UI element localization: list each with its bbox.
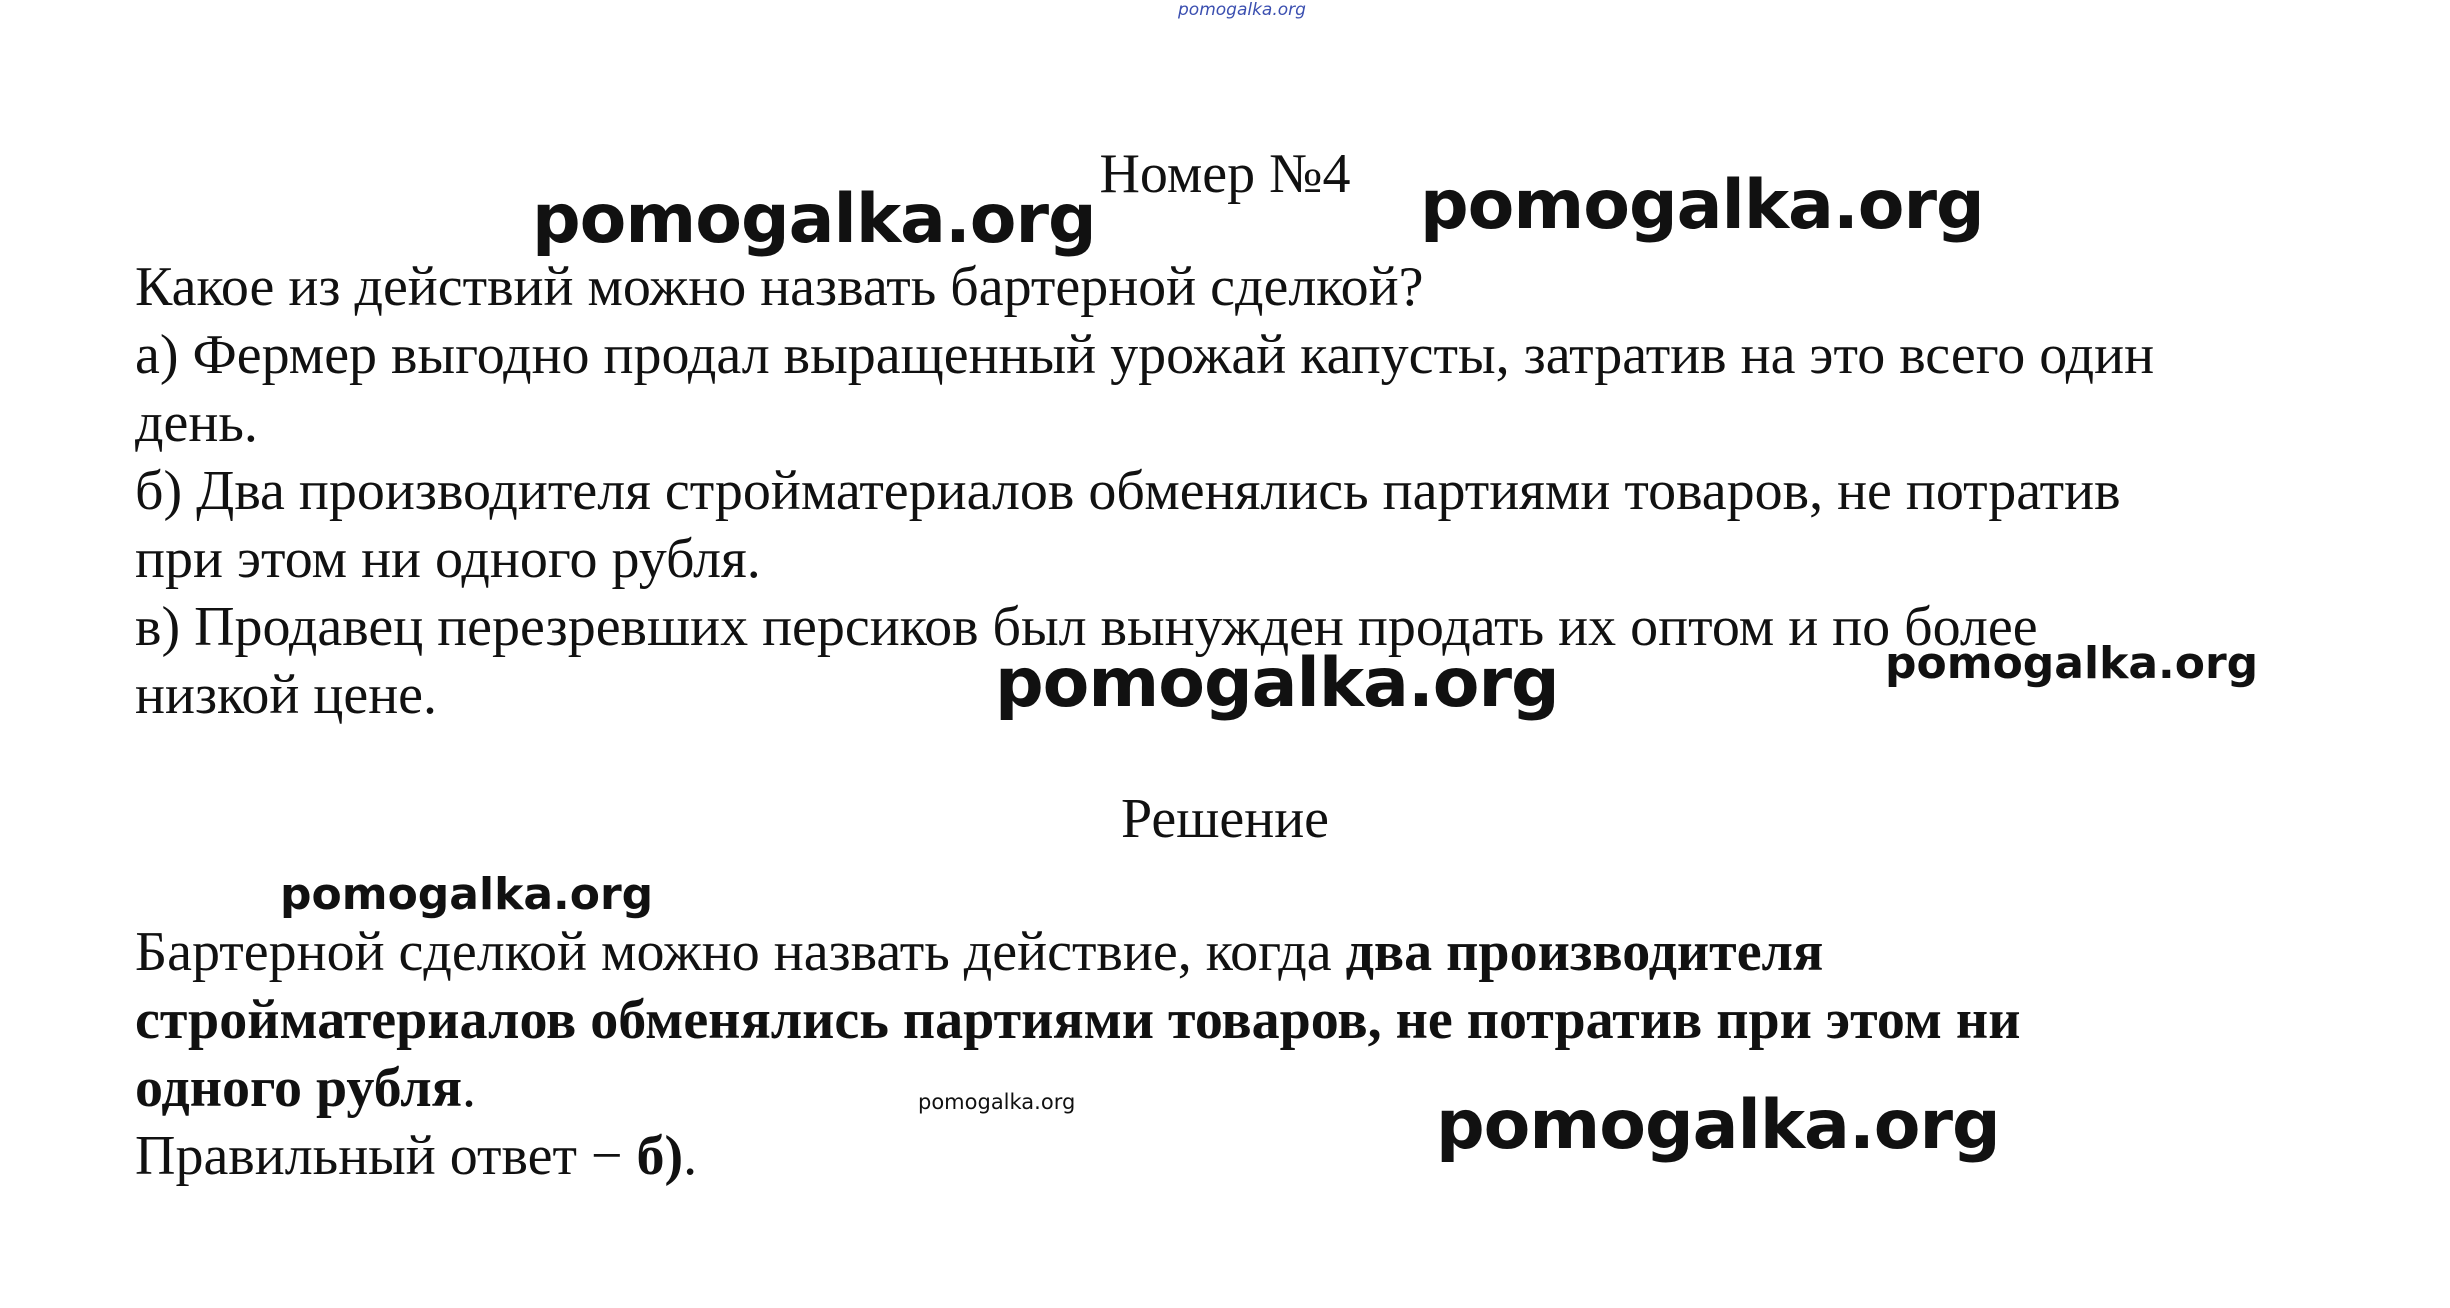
- answer-line-3-plain: .: [462, 1057, 477, 1119]
- page-title: Номер №4: [1099, 143, 1351, 205]
- option-a-line-2: день.: [135, 392, 258, 454]
- answer-line-2-bold: стройматериалов обменялись партиями товаров, не потратив при этом ни: [135, 989, 2021, 1051]
- watermark: pomogalka.org: [918, 1090, 1076, 1114]
- answer-line-2: [135, 986, 2365, 1054]
- answer-line-1-bold: два производителя: [1345, 921, 1824, 983]
- answer-block: [135, 918, 2365, 1190]
- option-b-line-1: б) Два производителя стройматериалов обменялись партиями товаров, не потратив: [135, 460, 2121, 522]
- answer-line-1-plain: Бартерной сделкой можно назвать действие, когда: [135, 921, 1346, 983]
- watermark: pomogalka.org: [1885, 638, 2259, 689]
- correct-answer-line: [135, 1122, 2365, 1190]
- correct-answer-label: Правильный ответ −: [135, 1125, 637, 1187]
- watermark: pomogalka.org: [1420, 166, 1984, 245]
- question-text: Какое из действий можно назвать бартерной сделкой?: [135, 256, 1424, 318]
- correct-answer-end: .: [683, 1125, 698, 1187]
- solution-title: Решение: [1120, 788, 1330, 850]
- watermark: pomogalka.org: [995, 644, 1559, 723]
- option-c-line-2: низкой цене.: [135, 664, 438, 726]
- watermark: pomogalka.org: [532, 180, 1096, 259]
- watermark: pomogalka.org: [1436, 1086, 2000, 1165]
- answer-line-1: [135, 918, 2365, 986]
- answer-line-3-bold: одного рубля: [135, 1057, 463, 1119]
- option-a-line-1: а) Фермер выгодно продал выращенный урожай капусты, затратив на это всего один: [135, 324, 2155, 386]
- top-watermark: pomogalka.org: [1178, 0, 1306, 20]
- correct-answer-value: б): [636, 1125, 684, 1187]
- answer-line-3: [135, 1054, 2365, 1122]
- option-b-line-2: при этом ни одного рубля.: [135, 528, 761, 590]
- watermark: pomogalka.org: [280, 869, 654, 920]
- option-c-line-1: в) Продавец перезревших персиков был вынужден продать их оптом и по более: [135, 596, 2038, 658]
